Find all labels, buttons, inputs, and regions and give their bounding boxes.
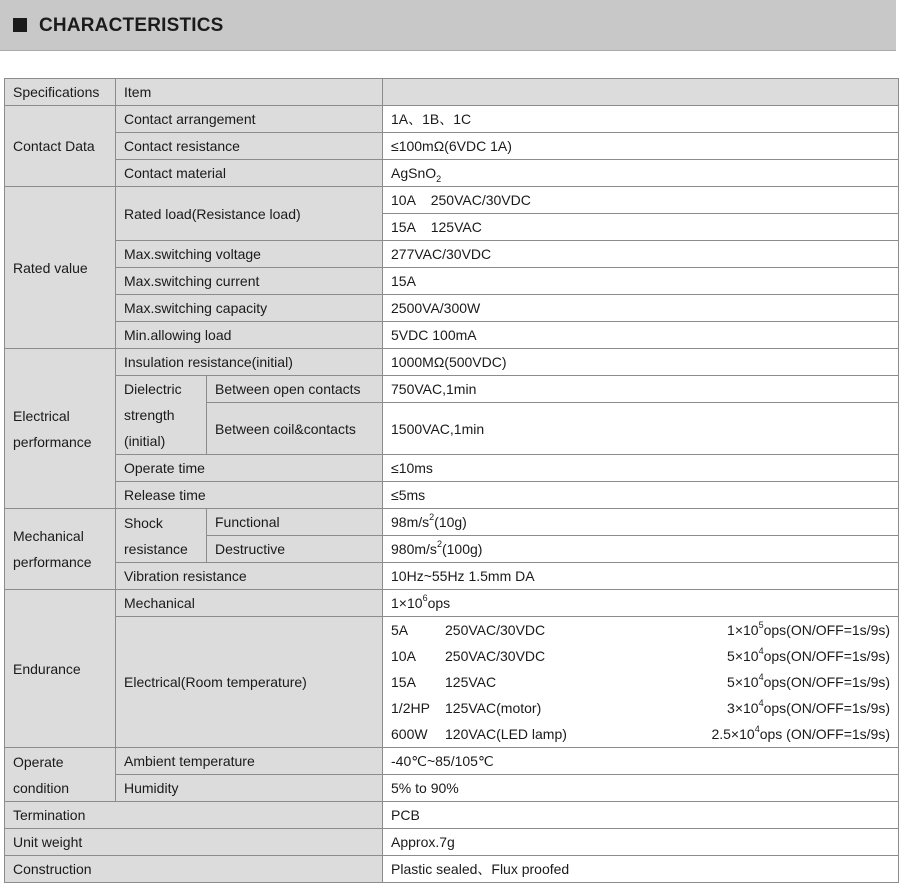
category-endurance: Endurance [5, 590, 116, 748]
value-between-open-contacts: 750VAC,1min [383, 376, 899, 403]
section-header [0, 0, 896, 51]
value-shock-destructive [383, 536, 899, 563]
value-max-switching-voltage: 277VAC/30VDC [383, 241, 899, 268]
table-row [5, 160, 899, 187]
value-vibration-resistance: 10Hz~55Hz 1.5mm DA [383, 563, 899, 590]
endurance-load: 5A [391, 622, 409, 638]
table-row [5, 187, 899, 214]
header-specifications: Specifications [5, 79, 116, 106]
category-operate-condition [5, 748, 116, 802]
endurance-ops [690, 622, 890, 638]
value-min-allowing-load: 5VDC 100mA [383, 322, 899, 349]
endurance-ops-pre: 5×10 [727, 648, 759, 664]
value-humidity: 5% to 90% [383, 775, 899, 802]
item-shock-functional: Functional [207, 509, 383, 536]
endurance-row [391, 669, 890, 695]
shock-line1: Shock [124, 514, 163, 531]
endurance-load: 1/2HP [391, 700, 430, 716]
endurance-ops-post: ops(ON/OFF=1s/9s) [763, 700, 891, 716]
endurance-load: 600W [391, 726, 428, 742]
item-contact-arrangement: Contact arrangement [116, 106, 383, 133]
endurance-voltage: 250VAC/30VDC [445, 648, 546, 664]
endurance-voltage: 250VAC/30VDC [445, 622, 546, 638]
category-mechanical-line2: performance [13, 554, 92, 570]
item-dielectric-strength [116, 376, 207, 455]
table-row [5, 748, 899, 775]
category-rated-value: Rated value [5, 187, 116, 349]
value-release-time: ≤5ms [383, 482, 899, 509]
item-max-switching-current: Max.switching current [116, 268, 383, 295]
category-electrical-line2: performance [13, 433, 92, 450]
value-mechanical-endurance [383, 590, 899, 617]
category-operate-line2: condition [13, 779, 70, 796]
item-between-coil-contacts: Between coil&contacts [207, 403, 383, 455]
category-electrical-line1: Electrical [13, 407, 70, 424]
value-contact-arrangement: 1A、1B、1C [383, 106, 899, 133]
table-row [5, 106, 899, 133]
item-max-switching-voltage: Max.switching voltage [116, 241, 383, 268]
value-shock-functional-pre: 98m/s [391, 514, 430, 530]
value-electrical-endurance [383, 617, 899, 748]
value-shock-functional-post: (10g) [434, 514, 467, 530]
dielectric-line3: (initial) [124, 433, 166, 449]
value-termination: PCB [383, 802, 899, 829]
value-contact-resistance: ≤100mΩ(6VDC 1A) [383, 133, 899, 160]
value-shock-functional-sup: 2 [429, 512, 435, 523]
value-construction: Plastic sealed、Flux proofed [383, 856, 899, 883]
value-mechanical-endurance-post: ops [427, 595, 451, 611]
endurance-ops-sup: 4 [758, 646, 764, 657]
category-contact-data: Contact Data [5, 106, 116, 187]
endurance-ops-post: ops (ON/OFF=1s/9s) [759, 726, 891, 742]
item-min-allowing-load: Min.allowing load [116, 322, 383, 349]
value-rated-load-line1: 10A 250VAC/30VDC [383, 187, 899, 214]
endurance-load: 15A [391, 674, 416, 690]
value-between-coil-contacts: 1500VAC,1min [383, 403, 899, 455]
item-mechanical-endurance: Mechanical [116, 590, 383, 617]
table-row [5, 295, 899, 322]
section-title: CHARACTERISTICS [39, 15, 224, 36]
table-row [5, 349, 899, 376]
endurance-ops-pre: 5×10 [727, 674, 759, 690]
value-max-switching-current: 15A [383, 268, 899, 295]
value-unit-weight: Approx.7g [383, 829, 899, 856]
endurance-row [391, 695, 890, 721]
category-mechanical-performance [5, 509, 116, 590]
header-item: Item [116, 79, 383, 106]
item-ambient-temperature: Ambient temperature [116, 748, 383, 775]
endurance-row [391, 643, 890, 669]
value-mechanical-endurance-sup: 6 [422, 593, 428, 604]
endurance-ops-post: ops(ON/OFF=1s/9s) [763, 674, 891, 690]
value-mechanical-endurance-pre: 1×10 [391, 595, 423, 611]
value-contact-material-main: AgSnO [391, 165, 437, 181]
item-termination: Termination [5, 802, 383, 829]
item-humidity: Humidity [116, 775, 383, 802]
characteristics-table [4, 78, 899, 883]
endurance-voltage: 125VAC [445, 674, 497, 690]
endurance-ops-pre: 1×10 [727, 622, 759, 638]
item-contact-resistance: Contact resistance [116, 133, 383, 160]
endurance-voltage: 125VAC(motor) [445, 700, 542, 716]
endurance-ops-sup: 5 [758, 620, 764, 631]
endurance-ops-sup: 4 [758, 672, 764, 683]
category-electrical-performance [5, 349, 116, 509]
table-row [5, 376, 899, 403]
endurance-ops-pre: 2.5×10 [711, 726, 755, 742]
item-unit-weight: Unit weight [5, 829, 383, 856]
table-row [5, 802, 899, 829]
value-ambient-temperature: -40℃~85/105℃ [383, 748, 899, 775]
item-rated-load: Rated load(Resistance load) [116, 187, 383, 241]
value-rated-load-line2: 15A 125VAC [383, 214, 899, 241]
value-shock-destructive-pre: 980m/s [391, 541, 437, 557]
endurance-ops-sup: 4 [754, 724, 760, 735]
endurance-row [391, 721, 890, 747]
value-shock-destructive-post: (100g) [441, 541, 483, 557]
item-construction: Construction [5, 856, 383, 883]
endurance-ops-pre: 3×10 [727, 700, 759, 716]
table-row [5, 133, 899, 160]
table-row [5, 563, 899, 590]
table-row [5, 455, 899, 482]
dielectric-line2: strength [124, 407, 175, 423]
table-header-row [5, 79, 899, 106]
item-contact-material: Contact material [116, 160, 383, 187]
table-row [5, 241, 899, 268]
item-shock-resistance [116, 509, 207, 563]
endurance-ops [690, 700, 890, 716]
value-contact-material [383, 160, 899, 187]
value-max-switching-capacity: 2500VA/300W [383, 295, 899, 322]
endurance-voltage: 120VAC(LED lamp) [445, 726, 567, 742]
value-insulation-resistance: 1000MΩ(500VDC) [383, 349, 899, 376]
table-row [5, 509, 899, 536]
value-operate-time: ≤10ms [383, 455, 899, 482]
endurance-ops-post: ops(ON/OFF=1s/9s) [763, 622, 891, 638]
item-electrical-endurance: Electrical(Room temperature) [116, 617, 383, 748]
endurance-ops-post: ops(ON/OFF=1s/9s) [763, 648, 891, 664]
header-value [383, 79, 899, 106]
dielectric-line1: Dielectric [124, 381, 182, 397]
table-row [5, 322, 899, 349]
item-max-switching-capacity: Max.switching capacity [116, 295, 383, 322]
table-row [5, 775, 899, 802]
header-square-icon [13, 18, 27, 32]
value-shock-destructive-sup: 2 [436, 539, 442, 550]
item-insulation-resistance: Insulation resistance(initial) [116, 349, 383, 376]
table-row [5, 590, 899, 617]
table-row [5, 617, 899, 748]
table-row [5, 268, 899, 295]
endurance-ops [690, 648, 890, 664]
item-between-open-contacts: Between open contacts [207, 376, 383, 403]
table-row [5, 482, 899, 509]
endurance-load: 10A [391, 648, 416, 664]
value-contact-material-sub: 2 [436, 173, 442, 184]
endurance-ops [690, 726, 890, 742]
table-row [5, 829, 899, 856]
endurance-ops-sup: 4 [758, 698, 764, 709]
item-release-time: Release time [116, 482, 383, 509]
item-vibration-resistance: Vibration resistance [116, 563, 383, 590]
item-shock-destructive: Destructive [207, 536, 383, 563]
item-operate-time: Operate time [116, 455, 383, 482]
category-mechanical-line1: Mechanical [13, 528, 84, 544]
endurance-ops [690, 674, 890, 690]
endurance-row [391, 617, 890, 643]
shock-line2: resistance [124, 540, 188, 557]
value-shock-functional [383, 509, 899, 536]
category-operate-line1: Operate [13, 753, 64, 770]
